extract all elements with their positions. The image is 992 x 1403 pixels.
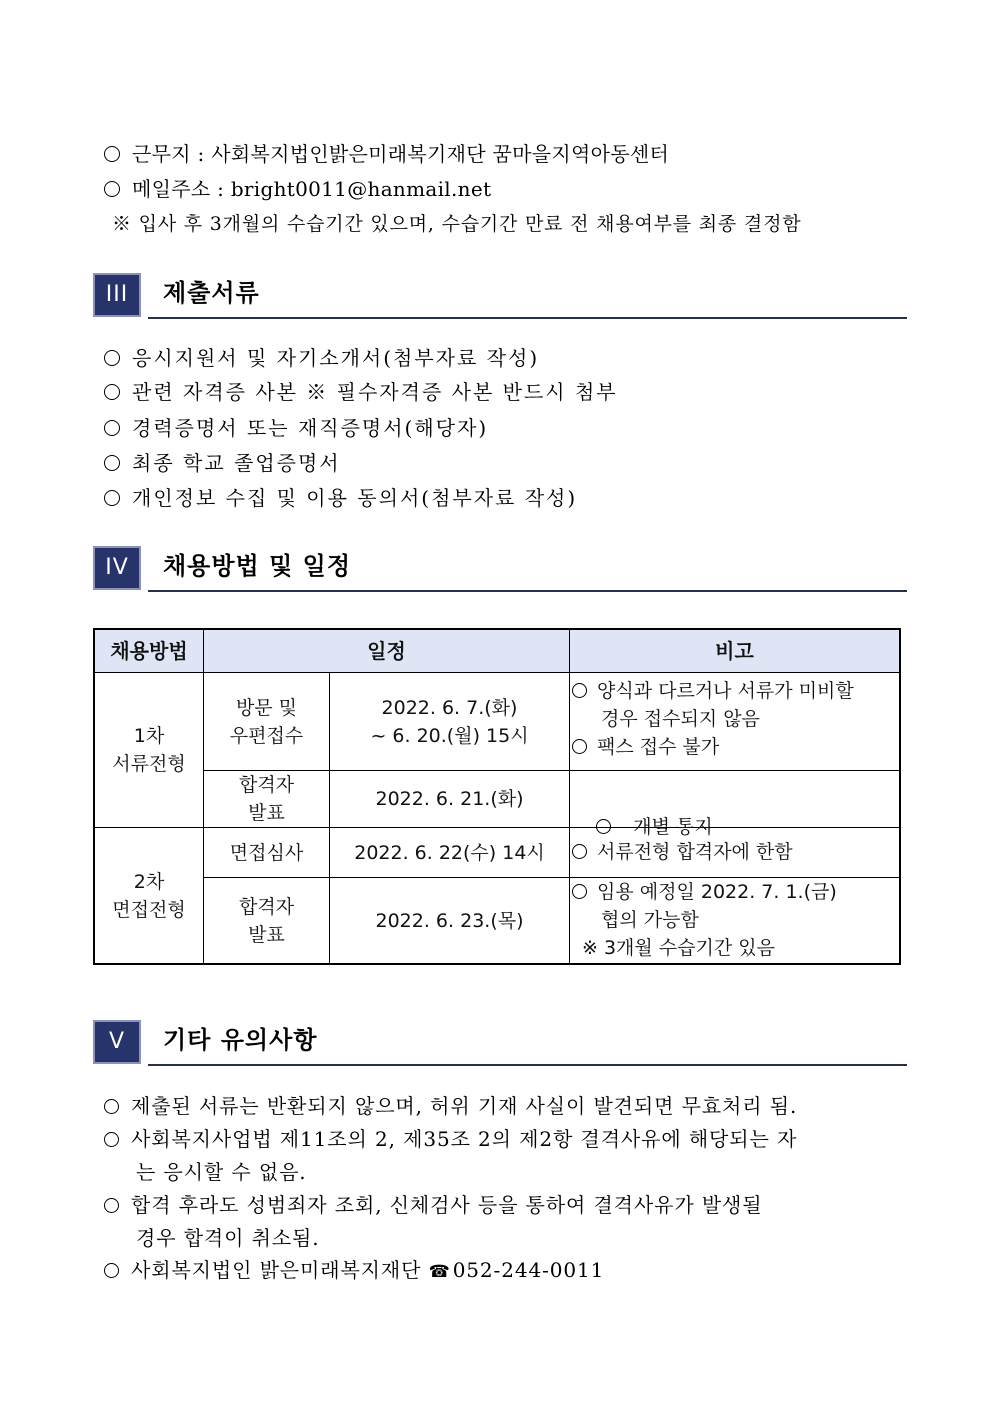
section-number-badge: III <box>93 273 141 317</box>
step-cell: 합격자 발표 <box>238 895 295 946</box>
remarks-cell: 양식과 다르거나 서류가 미비할 경우 접수되지 않음 팩스 접수 불가 <box>572 677 854 761</box>
phone-number: 052-244-0011 <box>452 1258 605 1282</box>
circle-bullet-icon <box>104 350 120 366</box>
date-cell: 2022. 6. 22(수) 14시 <box>354 841 545 864</box>
step-cell: 합격자 발표 <box>238 774 295 824</box>
document-item: 응시지원서 및 자기소개서(첨부자료 작성) <box>104 346 539 370</box>
document-item: 경력증명서 또는 재직증명서(해당자) <box>104 416 488 440</box>
circle-bullet-icon <box>104 455 120 471</box>
remarks-cell: 서류전형 합격자에 한함 <box>572 838 793 866</box>
section-number-badge: V <box>93 1020 141 1064</box>
circle-bullet-icon <box>572 683 587 698</box>
section-number-badge: IV <box>93 546 141 590</box>
circle-bullet-icon <box>572 844 587 859</box>
section-divider <box>148 590 907 592</box>
section-title: 기타 유의사항 <box>163 1026 318 1054</box>
note-item-contact: 사회복지법인 밝은미래복지재단 ☎ 052-244-0011 <box>104 1258 604 1284</box>
circle-bullet-icon <box>104 420 120 436</box>
note-item-continuation: 는 응시할 수 없음. <box>136 1160 307 1184</box>
method-cell: 2차 면접전형 <box>112 870 186 921</box>
section-documents-header <box>93 273 907 321</box>
section-schedule-header <box>93 546 907 594</box>
circle-bullet-icon <box>104 1132 119 1147</box>
intro-probation-note: ※ 입사 후 3개월의 수습기간 있으며, 수습기간 만료 전 채용여부를 최종 결정함 <box>112 213 802 235</box>
date-cell: 2022. 6. 21.(화) <box>375 788 524 810</box>
header-schedule: 일정 <box>204 630 569 672</box>
table-rule <box>569 630 570 963</box>
intro-email: 메일주소 : bright0011@hanmail.net <box>104 177 491 201</box>
document-item: 개인정보 수집 및 이용 동의서(첨부자료 작성) <box>104 486 577 510</box>
document-item: 관련 자격증 사본 ※ 필수자격증 사본 반드시 첨부 <box>104 380 618 404</box>
date-cell: 2022. 6. 7.(화) ~ 6. 20.(월) 15시 <box>370 696 529 747</box>
note-item: 사회복지사업법 제11조의 2, 제35조 2의 제2항 결격사유에 해당되는 자 <box>104 1127 797 1151</box>
circle-bullet-icon <box>572 739 587 754</box>
circle-bullet-icon <box>104 146 120 162</box>
section-divider <box>148 317 907 319</box>
header-method: 채용방법 <box>95 630 203 672</box>
note-item: 제출된 서류는 반환되지 않으며, 허위 기재 사실이 발견되면 무효처리 됨. <box>104 1094 797 1118</box>
method-cell: 1차 서류전형 <box>112 725 186 775</box>
circle-bullet-icon <box>596 819 611 834</box>
note-item: 합격 후라도 성범죄자 조회, 신체검사 등을 통하여 결격사유가 발생될 <box>104 1193 762 1217</box>
note-item-continuation: 경우 합격이 취소됨. <box>136 1226 320 1250</box>
remarks-cell: 임용 예정일 2022. 7. 1.(금) 협의 가능함 ※ 3개월 수습기간 있음 <box>572 878 837 962</box>
section-title: 채용방법 및 일정 <box>163 552 351 580</box>
circle-bullet-icon <box>104 1263 119 1278</box>
header-remarks: 비고 <box>570 630 899 672</box>
circle-bullet-icon <box>104 384 120 400</box>
section-notes-header <box>93 1020 907 1068</box>
date-cell: 2022. 6. 23.(목) <box>375 909 524 932</box>
remarks-cell: 개별 통지 <box>572 785 713 869</box>
step-cell: 면접심사 <box>229 841 304 864</box>
section-divider <box>148 1064 907 1066</box>
document-item: 최종 학교 졸업증명서 <box>104 451 341 475</box>
section-title: 제출서류 <box>163 279 260 307</box>
step-cell: 방문 및 우편접수 <box>229 696 304 747</box>
circle-bullet-icon <box>104 1198 119 1213</box>
circle-bullet-icon <box>104 181 120 197</box>
circle-bullet-icon <box>104 490 120 506</box>
intro-workplace: 근무지 : 사회복지법인밝은미래복기재단 꿈마을지역아동센터 <box>104 142 669 166</box>
circle-bullet-icon <box>572 884 587 899</box>
schedule-table <box>93 628 901 965</box>
circle-bullet-icon <box>104 1099 119 1114</box>
telephone-icon: ☎ <box>428 1262 451 1282</box>
